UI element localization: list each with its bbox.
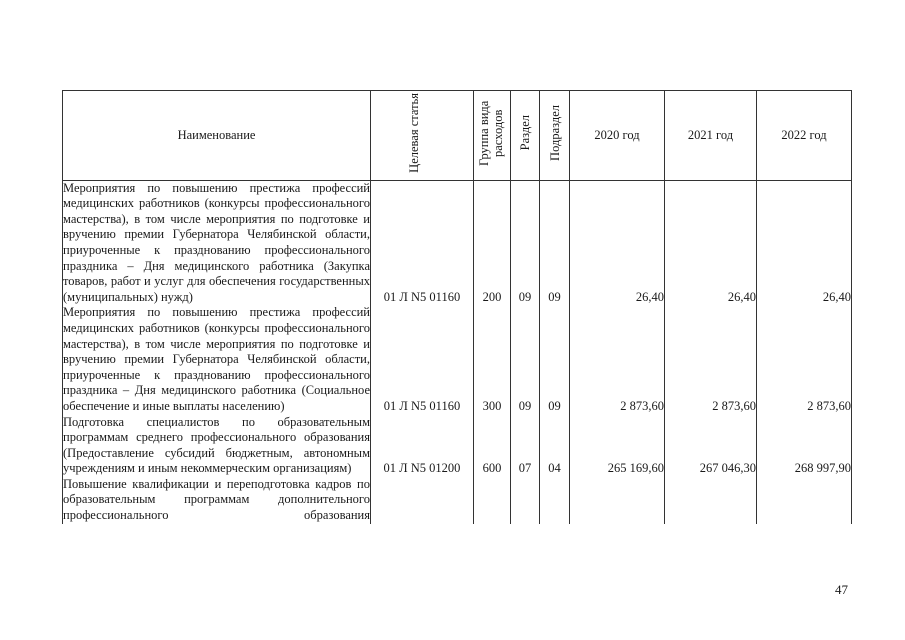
row-group: 300 [474,305,511,414]
row-subsection: 09 [540,180,570,305]
row-group [474,477,511,524]
row-2020: 26,40 [570,180,665,305]
row-2020: 2 873,60 [570,305,665,414]
header-name: Наименование [63,91,371,181]
table-row [63,180,852,305]
row-target: 01 Л N5 01160 [371,180,474,305]
row-target: 01 Л N5 01200 [371,415,474,477]
row-section: 07 [511,415,540,477]
header-subsection: Подраздел [540,91,570,181]
table-row [63,477,852,524]
row-2020: 265 169,60 [570,415,665,477]
header-row [63,91,852,181]
row-target: 01 Л N5 01160 [371,305,474,414]
budget-table [62,90,852,524]
header-2020: 2020 год [570,91,665,181]
row-name: Повышение квалификации и переподготовка кадров по образовательным программам дополнительного профессионального образования [63,476,370,523]
row-name: Мероприятия по повышению престижа профессий медицинских работников (конкурсы профессионального мастерства), в том числе мероприятия по подготовке и вручению премии Губернатора Челябинской области, приуроченные к празднованию профессионального праздника – Дня медицинского работника (Закупка товаров, работ и услуг для обеспечения государственных (муниципальных) нужд) [63,180,370,304]
row-section: 09 [511,180,540,305]
row-name: Подготовка специалистов по образовательным программам среднего профессионального образования (Предоставление субсидий бюджетным, автономным учреждениям и иным некоммерческим организациям) [63,414,370,476]
row-2021: 2 873,60 [665,305,757,414]
row-subsection: 04 [540,415,570,477]
row-2020 [570,477,665,524]
table-row [63,305,852,414]
table-row [63,415,852,477]
header-2022: 2022 год [757,91,852,181]
row-name: Мероприятия по повышению престижа профессий медицинских работников (конкурсы профессионального мастерства), в том числе мероприятия по подготовке и вручению премии Губернатора Челябинской области, приуроченные к празднованию профессионального праздника – Дня медицинского работника (Социальное обеспечение и иные выплаты населению) [63,305,370,413]
row-2021 [665,477,757,524]
page-number: 47 [835,582,848,597]
row-2022 [757,477,852,524]
row-2022: 268 997,90 [757,415,852,477]
row-2021: 26,40 [665,180,757,305]
row-2022: 26,40 [757,180,852,305]
row-target [371,477,474,524]
header-target: Целевая статья [371,91,474,181]
header-group: Группа вида расходов [474,91,511,181]
row-section: 09 [511,305,540,414]
header-2021: 2021 год [665,91,757,181]
row-subsection: 09 [540,305,570,414]
row-section [511,477,540,524]
row-group: 600 [474,415,511,477]
row-2021: 267 046,30 [665,415,757,477]
header-section: Раздел [511,91,540,181]
row-2022: 2 873,60 [757,305,852,414]
row-group: 200 [474,180,511,305]
row-subsection [540,477,570,524]
